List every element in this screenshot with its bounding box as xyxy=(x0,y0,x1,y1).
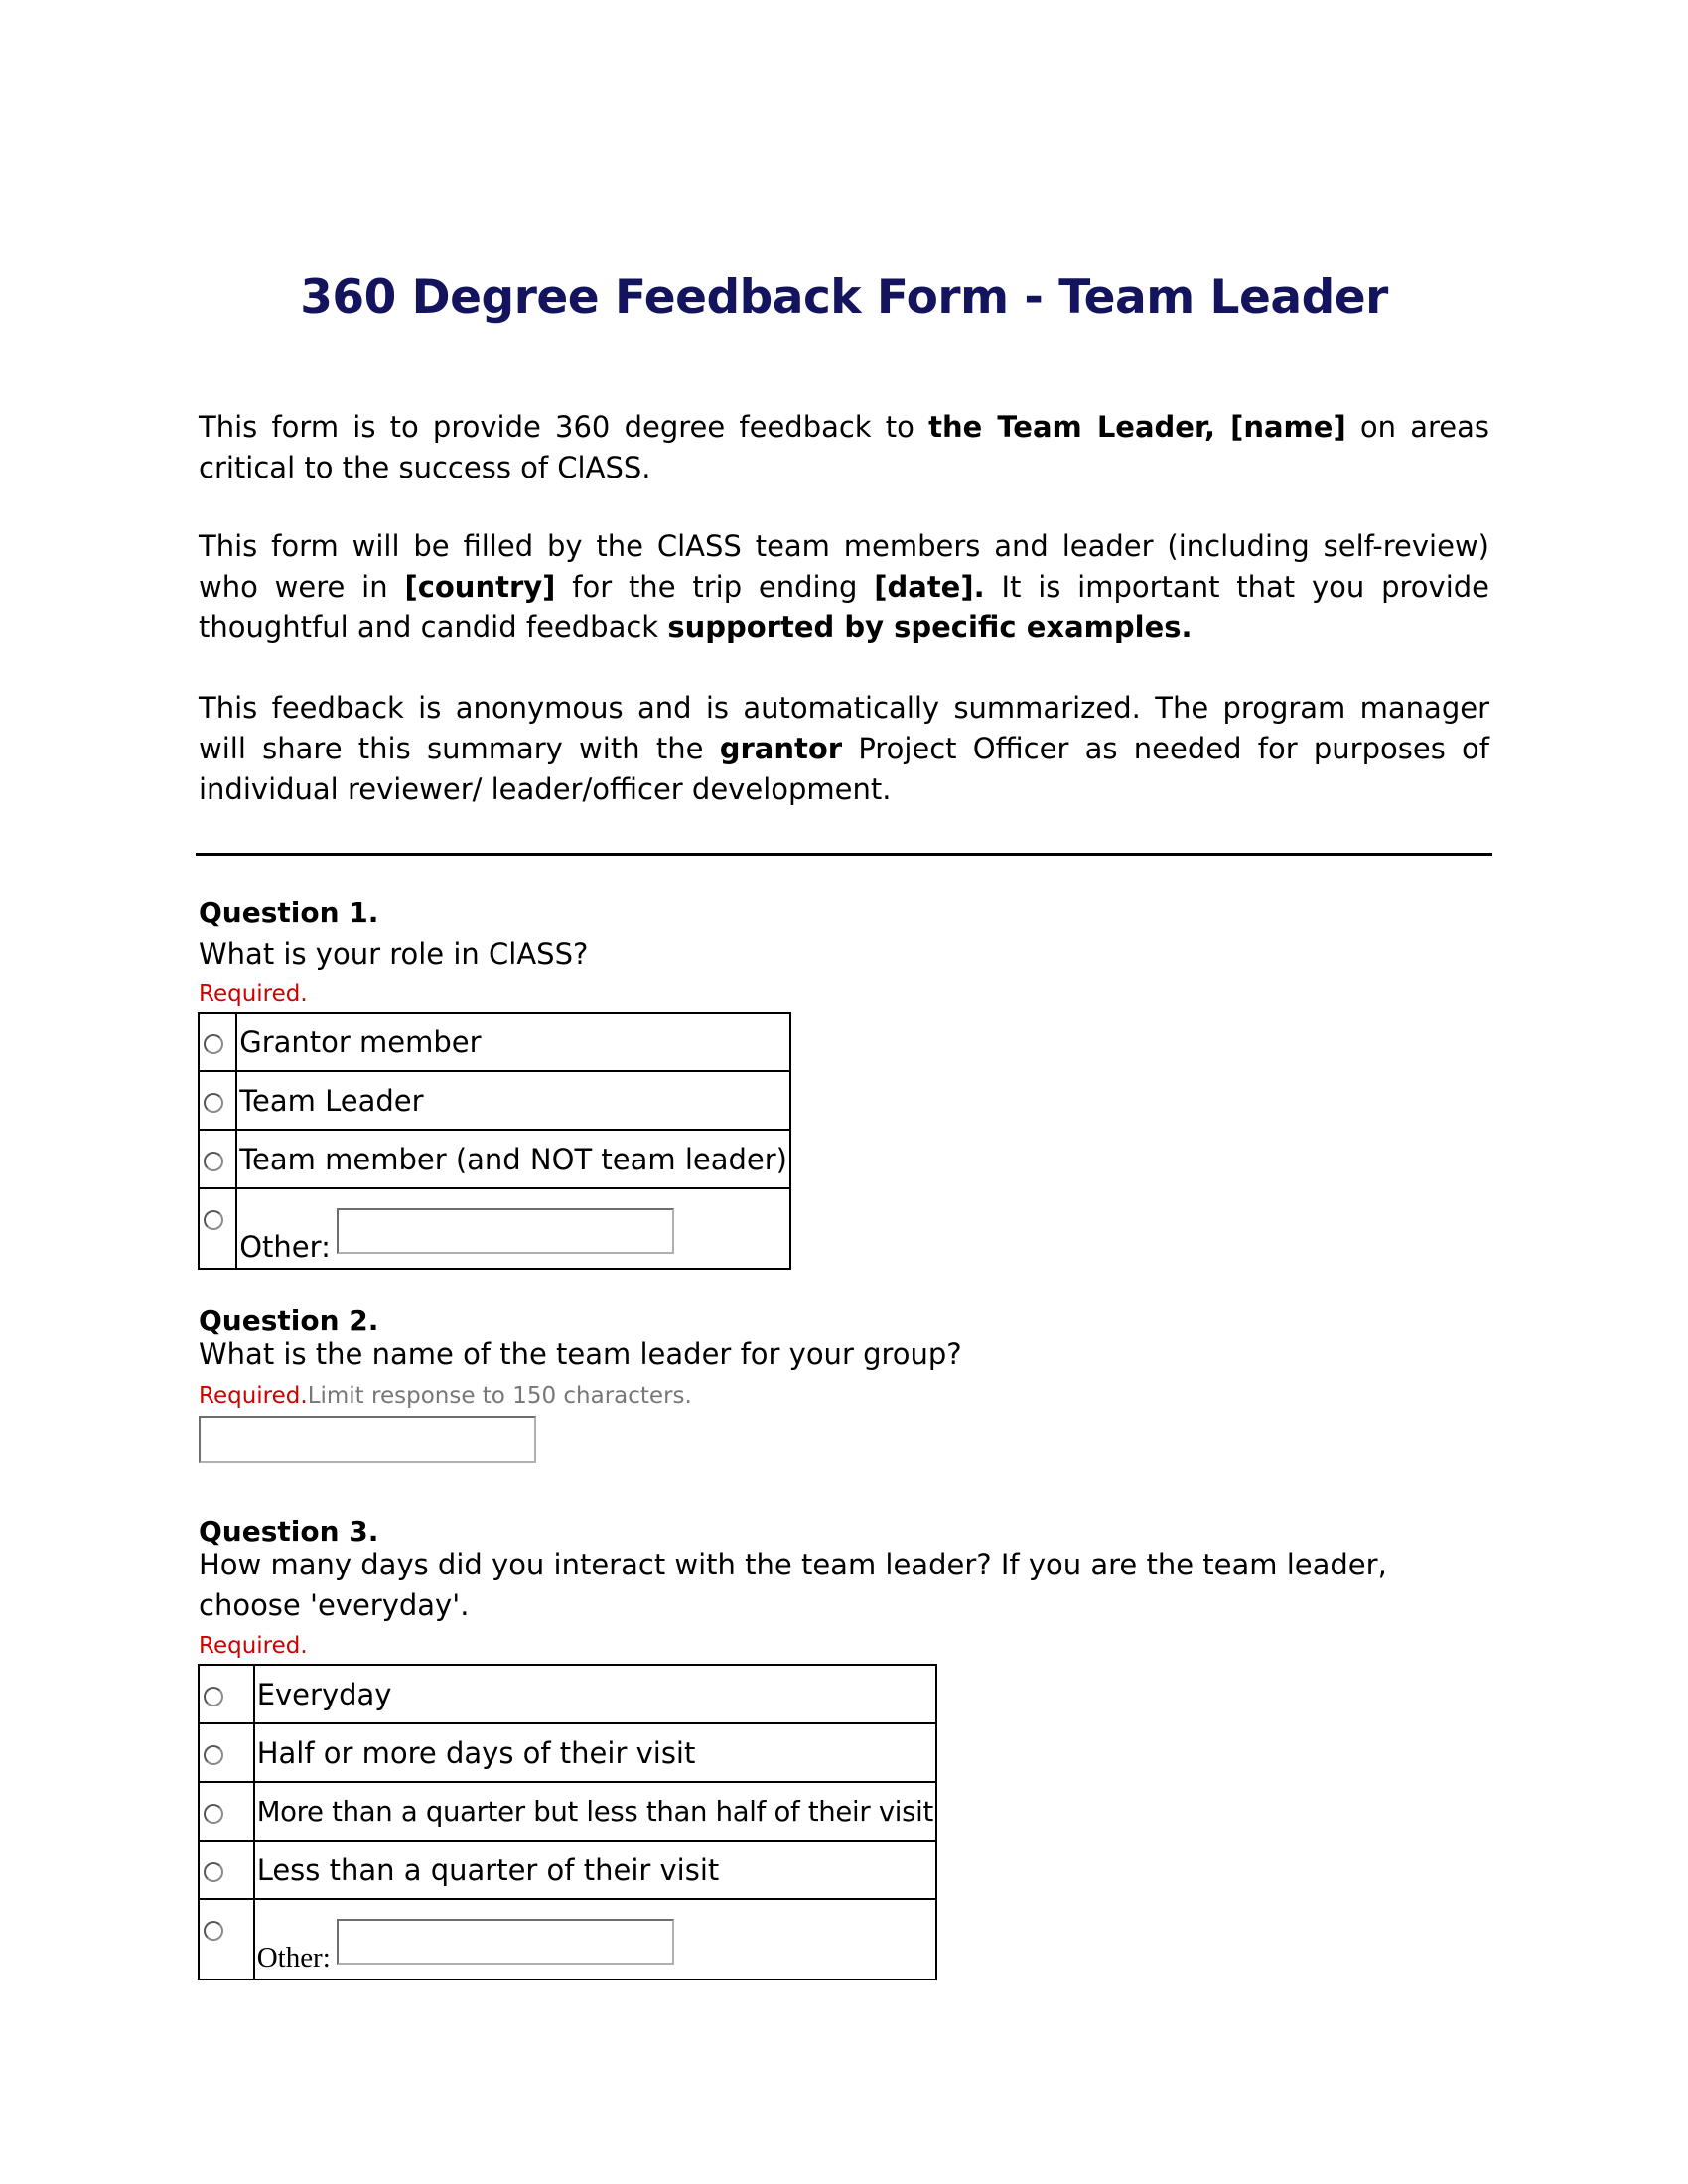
option-label: Everyday xyxy=(254,1665,936,1723)
required-text: Required. xyxy=(199,1383,308,1409)
question-3-options xyxy=(198,1664,937,1980)
radio-cell xyxy=(199,1130,236,1188)
option-row[interactable] xyxy=(199,1841,936,1899)
question-3-required: Required. xyxy=(199,1633,308,1659)
intro-bold-text: [date]. xyxy=(874,570,985,604)
section-divider xyxy=(196,853,1492,856)
question-1-label: Question 1. xyxy=(199,896,379,929)
radio-cell xyxy=(199,1899,254,1979)
other-label: Other: xyxy=(256,1942,331,1974)
role-radio-other[interactable] xyxy=(204,1210,223,1230)
intro-paragraph-1 xyxy=(199,407,1489,488)
option-label: Half or more days of their visit xyxy=(254,1723,936,1782)
days-radio-everyday[interactable] xyxy=(204,1687,223,1706)
question-1-options xyxy=(198,1012,791,1270)
intro-bold-text: supported by specific examples. xyxy=(667,611,1193,644)
radio-cell xyxy=(199,1723,254,1782)
radio-cell xyxy=(199,1665,254,1723)
option-row[interactable] xyxy=(199,1013,790,1071)
option-label: Less than a quarter of their visit xyxy=(254,1841,936,1899)
option-label: Team Leader xyxy=(236,1071,790,1130)
intro-text: This form will be filled by the ClASS team members and leader (including self-review) who were in xyxy=(199,529,1489,604)
intro-text: It is important that you provide thoughtful and candid feedback xyxy=(199,570,1489,644)
intro-text: for the trip ending xyxy=(555,570,875,604)
option-label: More than a quarter but less than half of their visit xyxy=(254,1782,936,1841)
role-other-input[interactable] xyxy=(337,1208,674,1254)
radio-cell xyxy=(199,1013,236,1071)
intro-bold-text: [country] xyxy=(404,570,556,604)
radio-cell xyxy=(199,1188,236,1269)
limit-hint: Limit response to 150 characters. xyxy=(307,1383,692,1409)
question-2-required xyxy=(199,1383,692,1409)
intro-paragraph-2 xyxy=(199,526,1489,648)
days-other-input[interactable] xyxy=(337,1919,674,1965)
radio-cell xyxy=(199,1782,254,1841)
question-1-text: What is your role in ClASS? xyxy=(199,937,589,971)
intro-bold-text: the Team Leader, [name] xyxy=(928,410,1346,444)
option-row[interactable] xyxy=(199,1071,790,1130)
question-3-text: How many days did you interact with the team leader? If you are the team leader, choose 'everyday'. xyxy=(199,1548,1387,1622)
days-radio-half-or-more[interactable] xyxy=(204,1745,223,1765)
days-radio-other[interactable] xyxy=(204,1921,223,1941)
intro-text: Project Officer as needed for purposes of individual reviewer/ leader/officer development. xyxy=(199,732,1490,806)
option-row[interactable] xyxy=(199,1723,936,1782)
option-row-other[interactable] xyxy=(199,1899,936,1979)
intro-paragraph-3 xyxy=(199,688,1489,810)
role-radio-team-member[interactable] xyxy=(204,1152,223,1171)
option-label: Grantor member xyxy=(236,1013,790,1071)
intro-text: This form is to provide 360 degree feedback to xyxy=(199,410,929,444)
other-label: Other: xyxy=(239,1230,331,1264)
option-row-other[interactable] xyxy=(199,1188,790,1269)
other-cell xyxy=(236,1188,790,1269)
question-2-label: Question 2. xyxy=(199,1304,379,1337)
intro-bold-text: grantor xyxy=(719,732,843,765)
role-radio-grantor[interactable] xyxy=(204,1034,223,1054)
days-radio-less-than-quarter[interactable] xyxy=(204,1862,223,1882)
intro-text: This feedback is anonymous and is automatically summarized. The program manager will share this summary with the xyxy=(199,691,1489,765)
question-3-label: Question 3. xyxy=(199,1515,379,1548)
question-2-text: What is the name of the team leader for your group? xyxy=(199,1337,962,1371)
role-radio-team-leader[interactable] xyxy=(204,1093,223,1113)
radio-cell xyxy=(199,1841,254,1899)
option-row[interactable] xyxy=(199,1782,936,1841)
days-radio-quarter-to-half[interactable] xyxy=(204,1804,223,1824)
intro-text: on areas critical to the success of ClASS. xyxy=(199,410,1489,484)
option-row[interactable] xyxy=(199,1130,790,1188)
option-label: Team member (and NOT team leader) xyxy=(236,1130,790,1188)
question-1-required: Required. xyxy=(199,981,308,1007)
other-cell xyxy=(254,1899,936,1979)
option-row[interactable] xyxy=(199,1665,936,1723)
page-title: 360 Degree Feedback Form - Team Leader xyxy=(300,270,1388,325)
radio-cell xyxy=(199,1071,236,1130)
team-leader-name-input[interactable] xyxy=(199,1416,536,1463)
